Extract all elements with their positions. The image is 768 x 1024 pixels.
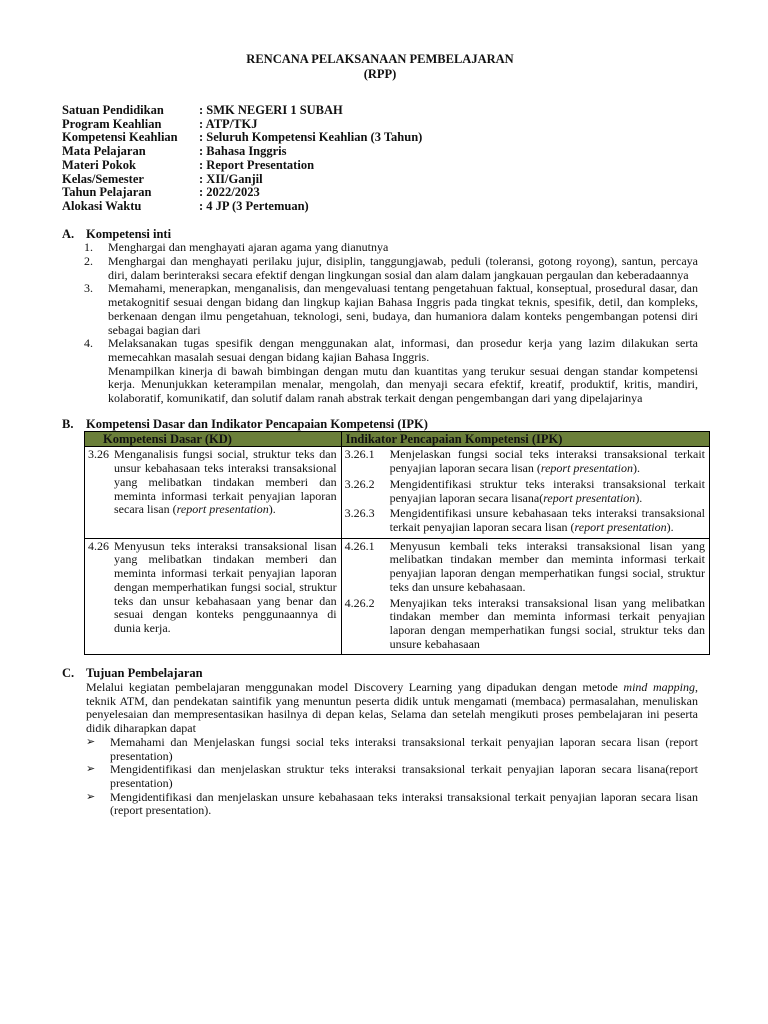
ipk-text	[390, 448, 705, 475]
ipk-text-end: ).	[635, 490, 643, 505]
ipk-text-italic: report presentation	[540, 461, 633, 476]
identity-value: : XII/Ganjil	[199, 171, 263, 186]
identity-value: : Seluruh Kompetensi Keahlian (3 Tahun)	[199, 130, 423, 145]
table-row	[85, 538, 710, 655]
core-competence-list	[62, 241, 698, 364]
list-item	[84, 337, 698, 364]
kd-text-end: ).	[268, 502, 276, 517]
ipk-number: 4.26.1	[344, 538, 375, 553]
identity-row	[62, 186, 698, 200]
identity-row	[62, 104, 698, 118]
item-text: Melaksanakan tugas spesifik dengan menggunakan alat, informasi, dan prosedur kerja yang lazim dilakukan serta memecahkan masalah sesuai dengan bidang kajian Bahasa Inggris.	[108, 336, 698, 364]
identity-block	[62, 104, 698, 214]
bullet-text: Mengidentifikasi dan menjelaskan unsure kebahasaan teks interaksi transaksional terkait penyajian laporan secara lisan (report presentation).	[110, 789, 698, 818]
ipk-text-end: ).	[632, 461, 640, 476]
document-title	[62, 52, 698, 82]
item-number: 2.	[84, 254, 93, 269]
ipk-text-main: Mengidentifikasi struktur teks interaksi transaksional terkait penyajian laporan secara lisana(	[389, 476, 705, 505]
item-text: Menghargai dan menghayati ajaran agama yang dianutnya	[108, 240, 389, 255]
identity-value: : 4 JP (3 Pertemuan)	[199, 198, 309, 213]
ipk-entry	[345, 478, 705, 505]
identity-value: : SMK NEGERI 1 SUBAH	[199, 103, 343, 117]
list-item	[84, 282, 698, 337]
identity-label: Kompetensi Keahlian	[62, 130, 178, 145]
item-number: 1.	[84, 240, 93, 255]
identity-value: : Report Presentation	[199, 157, 315, 172]
kd-number: 3.26	[88, 447, 109, 462]
identity-label: Materi Pokok	[62, 157, 136, 172]
bullet-text: Mengidentifikasi dan menjelaskan struktur teks interaksi transaksional terkait penyajian laporan secara lisana(report presentation)	[110, 762, 698, 790]
identity-label: Mata Pelajaran	[62, 144, 146, 159]
identity-row	[62, 159, 698, 173]
kd-number: 4.26	[88, 538, 109, 553]
identity-value: : ATP/TKJ	[199, 116, 258, 131]
arrow-bullet-icon: ➢	[86, 735, 96, 748]
learning-goal-intro	[62, 681, 698, 736]
ipk-entry	[345, 540, 705, 595]
identity-row	[62, 200, 698, 214]
item-number: 4.	[84, 336, 93, 351]
section-c-heading	[62, 667, 698, 681]
item-number: 3.	[84, 281, 93, 296]
arrow-bullet-icon: ➢	[86, 790, 96, 803]
kd-text-main: Menganalisis fungsi social, struktur teks dan unsur kebahasaan teks interaksi transaksional yang melibatkan tindakan memberi dan meminta informasi terkait penyajian laporan secara lisan (	[114, 447, 337, 517]
ipk-number: 4.26.2	[344, 595, 375, 610]
list-item	[62, 763, 698, 790]
kd-text-italic: report presentation	[176, 502, 269, 517]
table-row	[85, 447, 710, 538]
section-letter: A.	[62, 226, 75, 241]
kd-ipk-table	[84, 431, 710, 655]
identity-label: Satuan Pendidikan	[62, 103, 164, 117]
identity-label: Tahun Pelajaran	[62, 185, 152, 200]
section-b-heading	[62, 418, 698, 432]
table-header-row	[85, 432, 710, 447]
ipk-text-italic: report presentation	[543, 490, 636, 505]
arrow-bullet-icon: ➢	[86, 763, 96, 776]
document-page	[62, 52, 705, 818]
ipk-cell	[341, 447, 709, 538]
section-letter: B.	[62, 416, 74, 431]
title-line-1: RENCANA PELAKSANAAN PEMBELAJARAN	[246, 52, 514, 66]
identity-value: : Bahasa Inggris	[199, 144, 287, 159]
ipk-text: Menyajikan teks interaksi transaksional lisan yang melibatkan tindakan member dan meminta informasi terkait penyajian laporan dengan memperhatikan fungsi social, struktur teks dan unsure kebahasaan	[389, 595, 705, 651]
ipk-cell	[341, 538, 709, 655]
ipk-text-italic: report presentation	[574, 519, 667, 534]
intro-text-italic: mind mapping	[623, 680, 696, 695]
section-letter: C.	[62, 666, 75, 681]
ipk-text	[390, 478, 705, 505]
kd-text	[114, 448, 337, 517]
kd-entry	[88, 448, 337, 517]
ipk-text	[390, 507, 705, 534]
section-title: Kompetensi Dasar dan Indikator Pencapaian Kompetensi (IPK)	[86, 416, 428, 431]
kd-entry	[88, 540, 337, 636]
ipk-entry	[345, 507, 705, 534]
identity-row	[62, 131, 698, 145]
ipk-number: 3.26.3	[344, 506, 375, 521]
section-title: Tujuan Pembelajaran	[86, 666, 203, 681]
list-item	[62, 791, 698, 818]
list-item	[84, 241, 698, 255]
ipk-entry	[345, 597, 705, 652]
ipk-entry	[345, 448, 705, 475]
ipk-number: 3.26.2	[344, 476, 375, 491]
kd-cell	[85, 538, 342, 655]
identity-row	[62, 118, 698, 132]
title-line-2: (RPP)	[363, 67, 397, 81]
column-header-kd: Kompetensi Dasar (KD)	[85, 432, 342, 447]
intro-text-b: , teknik ATM, dan pendekatan saintifik yang menuntun peserta didik untuk mengamati (membaca) permasalahan, menuliskan penyelesaian dan mempresentasikan hasilnya di depan kelas, Selama dan setelah mengikuti proses pembelajaran ini peserta didik diharapkan dapat	[86, 680, 699, 736]
kd-text: Menyusun teks interaksi transaksional lisan yang melibatkan tindakan memberi dan meminta informasi terkait penyajian laporan dengan memperhatikan fungsi social, struktur teks dan unsur kebahasaan yang benar dan sesuai dengan konteks penggunaannya di dunia kerja.	[114, 538, 337, 635]
identity-row	[62, 145, 698, 159]
identity-row	[62, 173, 698, 187]
item-text: Memahami, menerapkan, menganalisis, dan mengevaluasi tentang pengetahuan faktual, konseptual, prosedural dasar, dan metakognitif sesuai dengan bidang dan lingkup kajian Bahasa Inggris pada tingkat teknis, spesifik, detil, dan kompleks, berkenaan dengan ilmu pengetahuan, teknologi, seni, budaya, dan humaniora dalam konteks pengembangan potensi diri sebagai bagian dari	[108, 281, 698, 337]
identity-label: Kelas/Semester	[62, 171, 144, 186]
core-competence-extra: Menampilkan kinerja di bawah bimbingan dengan mutu dan kuantitas yang terukur sesuai dengan standar kompetensi kerja. Menunjukkan keterampilan menalar, mengolah, dan menyaji secara efektif, kreatif, produktif, kritis, mandiri, kolaboratif, komunikatif, dan solutif dalam ranah abstrak terkait dengan pengembangan dari yang dipelajarinya	[108, 363, 698, 406]
ipk-text-end: ).	[666, 519, 674, 534]
ipk-number: 3.26.1	[344, 447, 375, 462]
list-item	[62, 736, 698, 763]
item-text: Menghargai dan menghayati perilaku jujur, disiplin, tanggungjawab, peduli (toleransi, gotong royong), santun, percaya diri, dalam berinteraksi secara efektif dengan lingkungan sosial dan alam dalam jangkauan pergaulan dan keberadaannya	[108, 254, 698, 282]
list-item	[84, 255, 698, 282]
bullet-text: Memahami dan Menjelaskan fungsi social teks interaksi transaksional terkait penyajian laporan secara lisan (report presentation)	[110, 734, 698, 763]
section-title: Kompetensi inti	[86, 226, 172, 241]
section-a-heading	[62, 228, 698, 242]
identity-value: : 2022/2023	[199, 185, 260, 200]
identity-label: Alokasi Waktu	[62, 198, 142, 213]
kd-cell	[85, 447, 342, 538]
ipk-text: Menyusun kembali teks interaksi transaksional lisan yang melibatkan tindakan member dan meminta informasi terkait penyajian laporan dengan memperhatikan fungsi social, struktur teks dan unsure kebahasaan.	[389, 538, 705, 594]
identity-label: Program Keahlian	[62, 116, 162, 131]
ipk-text-main: Mengidentifikasi unsure kebahasaan teks interaksi transaksional terkait penyajian laporan secara lisan (	[389, 506, 705, 534]
column-header-ipk: Indikator Pencapaian Kompetensi (IPK)	[341, 432, 709, 447]
intro-text-a: Melalui kegiatan pembelajaran menggunakan model Discovery Learning yang dipadukan dengan metode	[86, 680, 624, 695]
ipk-text-main: Menjelaskan fungsi social teks interaksi transaksional terkait penyajian laporan secara lisan (	[389, 447, 705, 476]
